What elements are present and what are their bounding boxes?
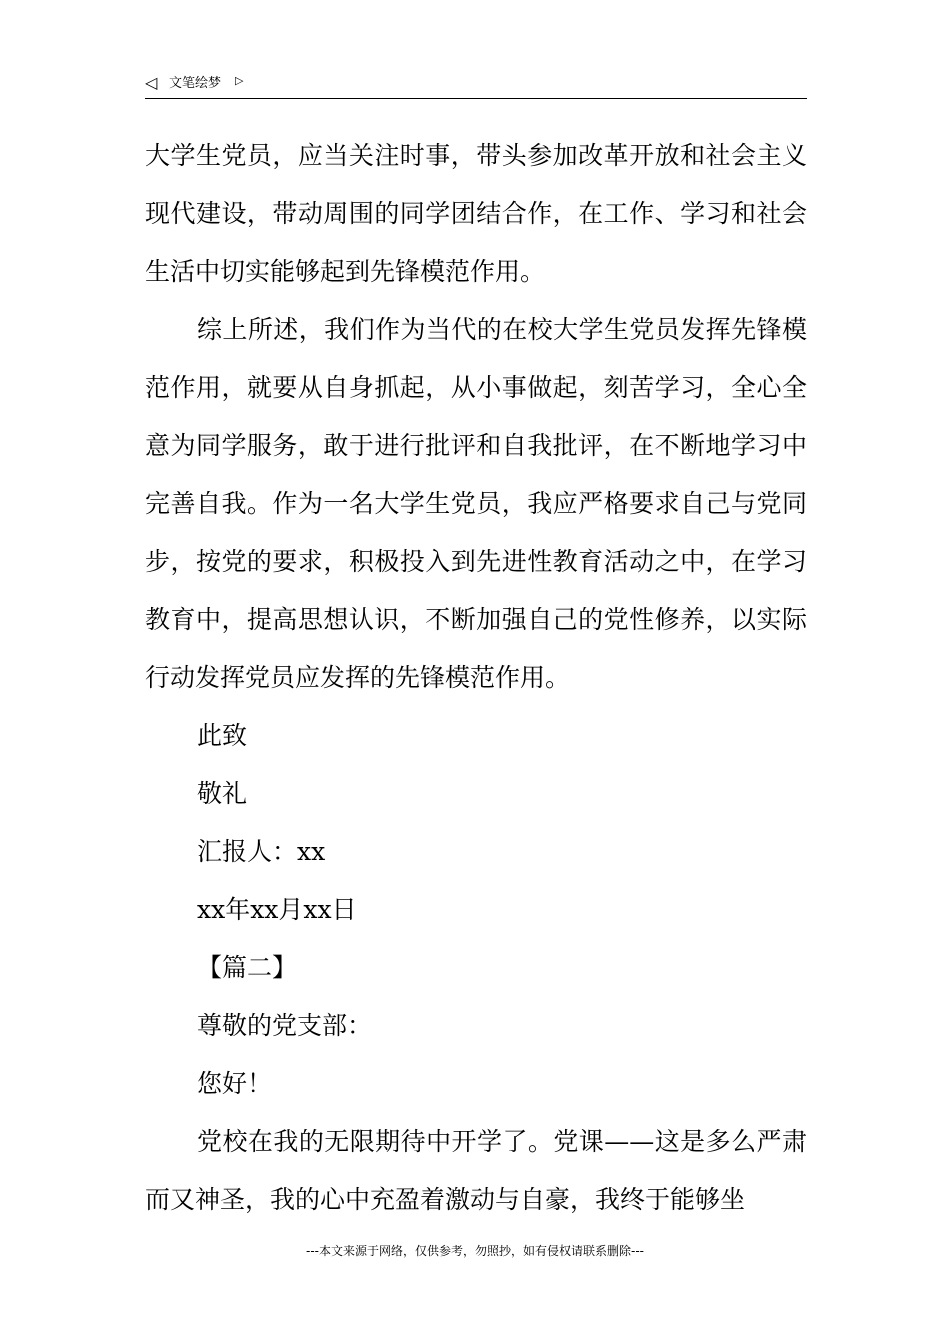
paragraph-3: 党校在我的无限期待中开学了。党课——这是多么严肃而又神圣，我的心中充盈着激动与自豪，我终于能够坐	[145, 1127, 807, 1214]
salutation-line: 尊敬的党支部：	[197, 1011, 373, 1040]
page-footer: ---本文来源于网络，仅供参考，勿照抄，如有侵权请联系删除---	[306, 1244, 644, 1258]
triangle-left-icon: ◁	[145, 73, 158, 92]
closing-line-1: 此致	[197, 721, 248, 750]
document-body	[145, 127, 807, 1229]
section-heading: 【篇二】	[197, 953, 298, 982]
page-header	[145, 72, 807, 99]
reporter-line: 汇报人：xx	[197, 837, 326, 866]
triangle-right-icon: ▷	[235, 74, 244, 87]
paragraph-1: 大学生党员，应当关注时事，带头参加改革开放和社会主义现代建设，带动周围的同学团结合作，在工作、学习和社会生活中切实能够起到先锋模范作用。	[145, 141, 807, 286]
paragraph-2: 综上所述，我们作为当代的在校大学生党员发挥先锋模范作用，就要从自身抓起，从小事做起，刻苦学习，全心全意为同学服务，敢于进行批评和自我批评，在不断地学习中完善自我。作为一名大学生党员，我应严格要求自己与党同步，按党的要求，积极投入到先进性教育活动之中，在学习教育中，提高思想认识，不断加强自己的党性修养，以实际行动发挥党员应发挥的先锋模范作用。	[145, 315, 807, 692]
date-line: xx年xx月xx日	[197, 895, 357, 924]
greeting-line: 您好！	[197, 1069, 273, 1098]
header-title: 文笔绘梦	[169, 76, 222, 91]
closing-line-2: 敬礼	[197, 779, 248, 808]
